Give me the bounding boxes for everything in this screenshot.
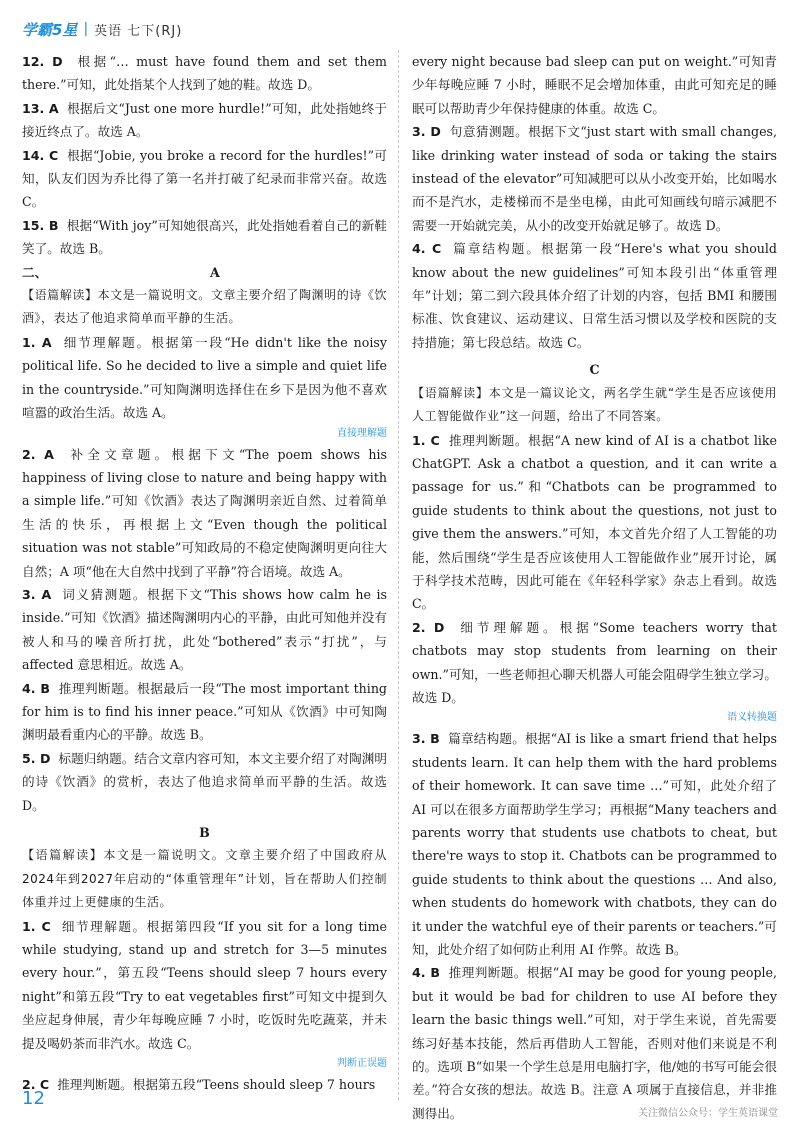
answer-number: 1. A [22, 334, 52, 350]
section-title: A [210, 264, 220, 280]
answer-number: 4. C [412, 241, 442, 257]
column-divider [398, 50, 399, 1100]
answer-item [22, 1073, 387, 1096]
answer-number: 15. B [22, 217, 59, 233]
answer-item [22, 50, 387, 97]
section-number: 二、 [22, 264, 48, 280]
left-column [22, 50, 387, 1096]
answer-text: 根据“With joy”可知她很高兴，此处指她看着自己的新鞋笑了。故选 B。 [22, 217, 387, 257]
answer-item [412, 961, 777, 1125]
answer-number: 4. B [412, 965, 440, 981]
answer-item [412, 50, 777, 120]
question-type-tag: 判断正误题 [337, 1058, 387, 1070]
answer-item [22, 443, 387, 583]
answer-number: 13. A [22, 100, 59, 116]
answer-item [22, 915, 387, 1055]
passage-analysis: 【语篇解读】本文是一篇议论文，两名学生就“学生是否应该使用人工智能做作业”这一问题，给出了不同答案。 [412, 385, 777, 424]
answer-item [412, 616, 777, 710]
answer-number: 5. D [22, 750, 51, 766]
answer-text: 推理判断题。根据最后一段“The most important thing for him is to find his inner peace.”可知从《饮酒》中可知陶渊明最看重内心的平静。故选 B。 [22, 680, 387, 743]
answer-item [22, 97, 387, 144]
answer-text: 篇章结构题。根据“AI is like a smart friend that helps students learn. It can help them with the hard problems of their homework. It can save time …”可知，此处介绍了 AI 可以在很多方面帮助学生学习；再根据“Many teachers and parents worry that students use chatbots to cheat, but there're ways to stop it. Chatbots can be programmed to guide students to think about the questions … And also, when students do homework with chatbots, they can do it under the watchful eye of their parents or teachers.”可知，此处介绍了如何防止利用 AI 作弊。故选 B。 [412, 731, 777, 958]
page-header [22, 18, 182, 40]
answer-number: 2. A [22, 446, 54, 462]
header-subject: 英语 七下(RJ) [94, 23, 183, 39]
answer-text: 细节理解题。根据第四段“If you sit for a long time while studying, stand up and stretch for 3—5 minutes every hour.”，第五段“Teens should sleep 7 hours every night”和第五段“Try to eat vegetables first”可知文中提到久坐应起身伸展，青少年每晚应睡 7 小时，吃饭时先吃蔬菜，并未提及喝奶茶而非汽水。故选 C。 [22, 918, 387, 1051]
answer-number: 1. C [412, 432, 440, 448]
answer-number: 4. B [22, 680, 50, 696]
answer-number: 3. D [412, 124, 441, 140]
answer-item [412, 237, 777, 354]
answer-text: every night because bad sleep can put on weight.”可知青少年每晚应睡 7 小时，睡眠不足会增加体重，由此可知充足的睡眠可以帮助青少年保持健康的体重。故选 C。 [412, 54, 777, 116]
page-number: 12 [22, 1088, 45, 1109]
answer-item [22, 677, 387, 747]
footer-note: 关注微信公众号：学生英语课堂 [638, 1108, 778, 1119]
answer-text: 推理判断题。根据第五段“Teens should sleep 7 hours [57, 1077, 376, 1093]
right-column [412, 50, 777, 1125]
answer-number: 3. A [22, 586, 52, 602]
answer-number: 14. C [22, 147, 59, 163]
answer-text: 标题归纳题。结合文章内容可知，本文主要介绍了对陶渊明的诗《饮酒》的赏析，表达了他追求简单而平静的生活。故选 D。 [22, 750, 388, 813]
brand-logo: 学霸5星 [22, 20, 78, 39]
answer-text: 句意猜测题。根据下文“just start with small changes, like drinking water instead of soda or taking the stairs instead of the elevator”可知减肥可以从小改变开始，比如喝水而不是汽水，走楼梯而不是坐电梯，由此可知画线句暗示减肥不需要一开始就完美，从小的改变开始就足够了。故选 D。 [412, 124, 777, 233]
answer-item [22, 747, 387, 817]
question-type-tag: 语义转换题 [727, 712, 777, 724]
answer-text: 推理判断题。根据“A new kind of AI is a chatbot like ChatGPT. Ask a chatbot a question, and it can write a passage for us.”和“Chatbots can be programmed to guide students to think about the questions, not just to give them the answers.”可知，本文首先介绍了人工智能的功能，然后围绕“学生是否应该使用人工智能做作业”展开讨论，属于科学技术范畴，因此可能在《年轻科学家》杂志上看到。故选 C。 [412, 432, 777, 612]
answer-text: 根据“… must have found them and set them there.”可知，此处指某个人找到了她的鞋。故选 D。 [22, 54, 387, 93]
answer-number: 1. C [22, 918, 51, 934]
answer-text: 细节理解题。根据第一段“He didn't like the noisy political life. So he decided to live a simple and quiet life in the countryside.”可知陶渊明选择住在乡下是因为他不喜欢喧嚣的政治生活。故选 A。 [22, 334, 387, 421]
answer-item [412, 429, 777, 616]
answer-item [22, 331, 387, 425]
answer-item [22, 144, 387, 214]
answer-number: 2. C [22, 1077, 50, 1093]
section-title: C [589, 362, 600, 378]
answer-item [22, 583, 387, 677]
question-type-tag: 直接理解题 [337, 427, 387, 439]
answer-text: 细节理解题。根据“Some teachers worry that chatbots may stop students from learning on their own.”可知，一些老师担心聊天机器人可能会阻碍学生独立学习。故选 D。 [412, 619, 777, 705]
answer-item [412, 727, 777, 961]
passage-analysis: 【语篇解读】本文是一篇说明文。文章主要介绍了中国政府从2024年到2027年启动的“体重管理年”计划，旨在帮助人们控制体重并过上更健康的生活。 [22, 848, 387, 910]
answer-text: 补全文章题。根据下文“The poem shows his happiness of living close to nature and being happy with a simple life.”可知《饮酒》表达了陶渊明亲近自然、过着简单生活的快乐，再根据上文“Even though the political situation was not stable”可知政局的不稳定使陶渊明更向往大自然；A 项“他在大自然中找到了平静”符合语境。故选 A。 [22, 446, 387, 579]
answer-text: 根据“Jobie, you broke a record for the hurdles!”可知，队友们因为乔比得了第一名并打破了纪录而非常兴奋。故选 C。 [22, 147, 388, 210]
answer-item [22, 214, 387, 261]
passage-analysis: 【语篇解读】本文是一篇说明文。文章主要介绍了陶渊明的诗《饮酒》，表达了他追求简单而平静的生活。 [22, 288, 387, 326]
answer-item [412, 120, 777, 237]
header-separator: | [83, 21, 89, 37]
answer-text: 篇章结构题。根据第一段“Here's what you should know about the new guidelines”可知本段引出“体重管理年”计划；第二到六段具体介绍了计划的内容，包括 BMI 和腰围标准、饮食建议、运动建议、日常生活习惯以及学校和医院的支持措施；第七段总结。故选 C。 [412, 241, 777, 350]
answer-text: 词义猜测题。根据下文“This shows how calm he is inside.”可知《饮酒》描述陶渊明内心的平静，由此可知他并没有被人和马的噪音所打扰，此处“bothered”表示“打扰”，与 affected 意思相近。故选 A。 [22, 586, 387, 673]
answer-number: 2. D [412, 619, 445, 635]
answer-number: 3. B [412, 731, 440, 747]
answer-text: 根据后文“Just one more hurdle!”可知，此处指她终于接近终点了。故选 A。 [22, 100, 387, 140]
answer-number: 12. D [22, 54, 63, 69]
section-heading [22, 261, 387, 284]
section-title: B [199, 825, 210, 840]
answer-text: 推理判断题。根据“AI may be good for young people, but it would be bad for children to use AI before they learn the basic things well.”可知，对于学生来说，首先需要练习好基本技能，然后再借助人工智能，否则对他们来说是不利的。选项 B“如果一个学生总是用电脑打字，他/她的书写可能会很差。”符合女孩的想法。故选 B。注意 A 项属于直接信息，并非推测得出。 [412, 965, 778, 1121]
